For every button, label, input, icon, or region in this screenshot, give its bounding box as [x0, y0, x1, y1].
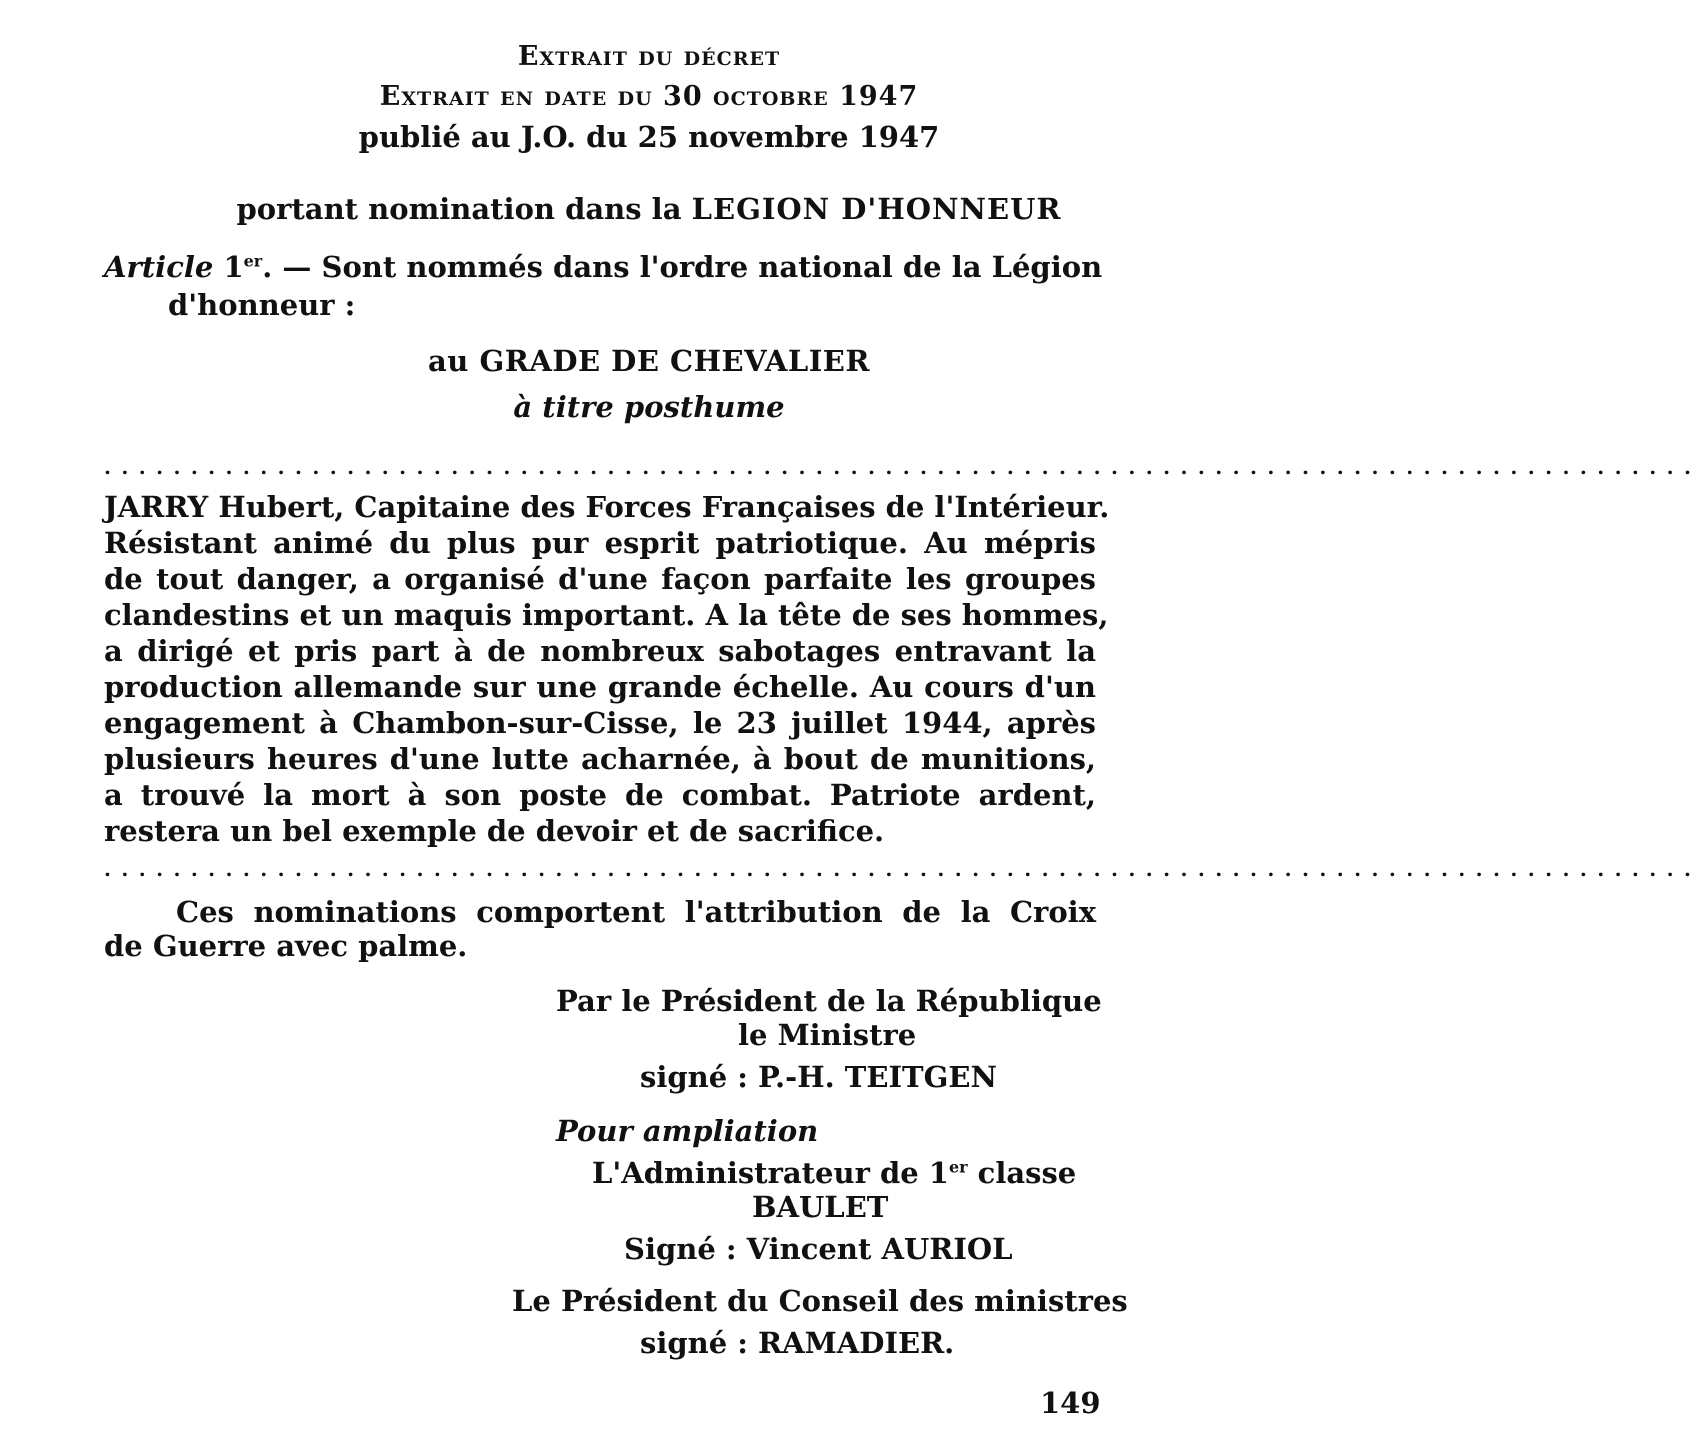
article-label: Article: [104, 250, 214, 284]
separator-bottom: ............................................................................................: [104, 857, 1701, 881]
council-president-line: Le Président du Conseil des ministres: [512, 1284, 1128, 1318]
administrator-suffix: classe: [967, 1156, 1077, 1190]
president-line: Par le Président de la République: [556, 984, 1102, 1018]
administrator-rank-suffix: er: [948, 1157, 968, 1177]
nomination-line: [0, 192, 1298, 226]
decree-extract-heading: Extrait du décret: [517, 41, 781, 72]
order-name: LEGION D'HONNEUR: [691, 192, 1062, 226]
decree-date-line: Extrait en date du 30 octobre 1947: [379, 81, 919, 112]
citation-line: de tout danger, a organisé d'une façon parfaite les groupes: [104, 562, 1096, 596]
minister-line: le Ministre: [738, 1018, 917, 1052]
grade-title: au GRADE DE CHEVALIER: [427, 344, 871, 378]
citation-line: Résistant animé du plus pur esprit patriotique. Au mépris: [104, 526, 1096, 560]
article-line: [104, 250, 1102, 284]
article-number: 1: [223, 250, 244, 284]
citation-line: a trouvé la mort à son poste de combat. Patriote ardent,: [104, 778, 1096, 812]
citation-line: plusieurs heures d'une lutte acharnée, à bout de munitions,: [104, 742, 1096, 776]
article-text-continued: d'honneur :: [168, 288, 356, 322]
page-number: 149: [1040, 1386, 1101, 1420]
attribution-line: Ces nominations comportent l'attribution de la Croix: [176, 895, 1096, 929]
president-signature: Signé : Vincent AURIOL: [624, 1232, 1013, 1266]
administrator-name: BAULET: [752, 1190, 889, 1224]
grade-mention: à titre posthume: [513, 390, 785, 424]
citation-line: a dirigé et pris part à de nombreux sabotages entravant la: [104, 634, 1096, 668]
citation-line: JARRY Hubert, Capitaine des Forces Françaises de l'Intérieur.: [104, 490, 1110, 524]
citation-line: engagement à Chambon-sur-Cisse, le 23 juillet 1944, après: [104, 706, 1096, 740]
citation-line: clandestins et un maquis important. A la tête de ses hommes,: [104, 598, 1109, 632]
article-text: . — Sont nommés dans l'ordre national de la Légion: [262, 250, 1103, 284]
publication-line: publié au J.O. du 25 novembre 1947: [358, 120, 940, 154]
nomination-prefix: portant nomination dans la: [236, 192, 682, 226]
ampliation-line: Pour ampliation: [556, 1114, 819, 1148]
article-number-suffix: er: [243, 251, 263, 271]
citation-line-last: restera un bel exemple de devoir et de sacrifice.: [104, 814, 885, 848]
administrator-prefix: L'Administrateur de 1: [592, 1156, 949, 1190]
council-president-signature: signé : RAMADIER.: [640, 1326, 955, 1360]
minister-signature: signé : P.-H. TEITGEN: [640, 1060, 997, 1094]
attribution-line-end: de Guerre avec palme.: [104, 929, 468, 963]
administrator-line: [592, 1156, 1076, 1190]
separator-top: ............................................................................................: [104, 455, 1701, 479]
citation-line: production allemande sur une grande échelle. Au cours d'un: [104, 670, 1096, 704]
